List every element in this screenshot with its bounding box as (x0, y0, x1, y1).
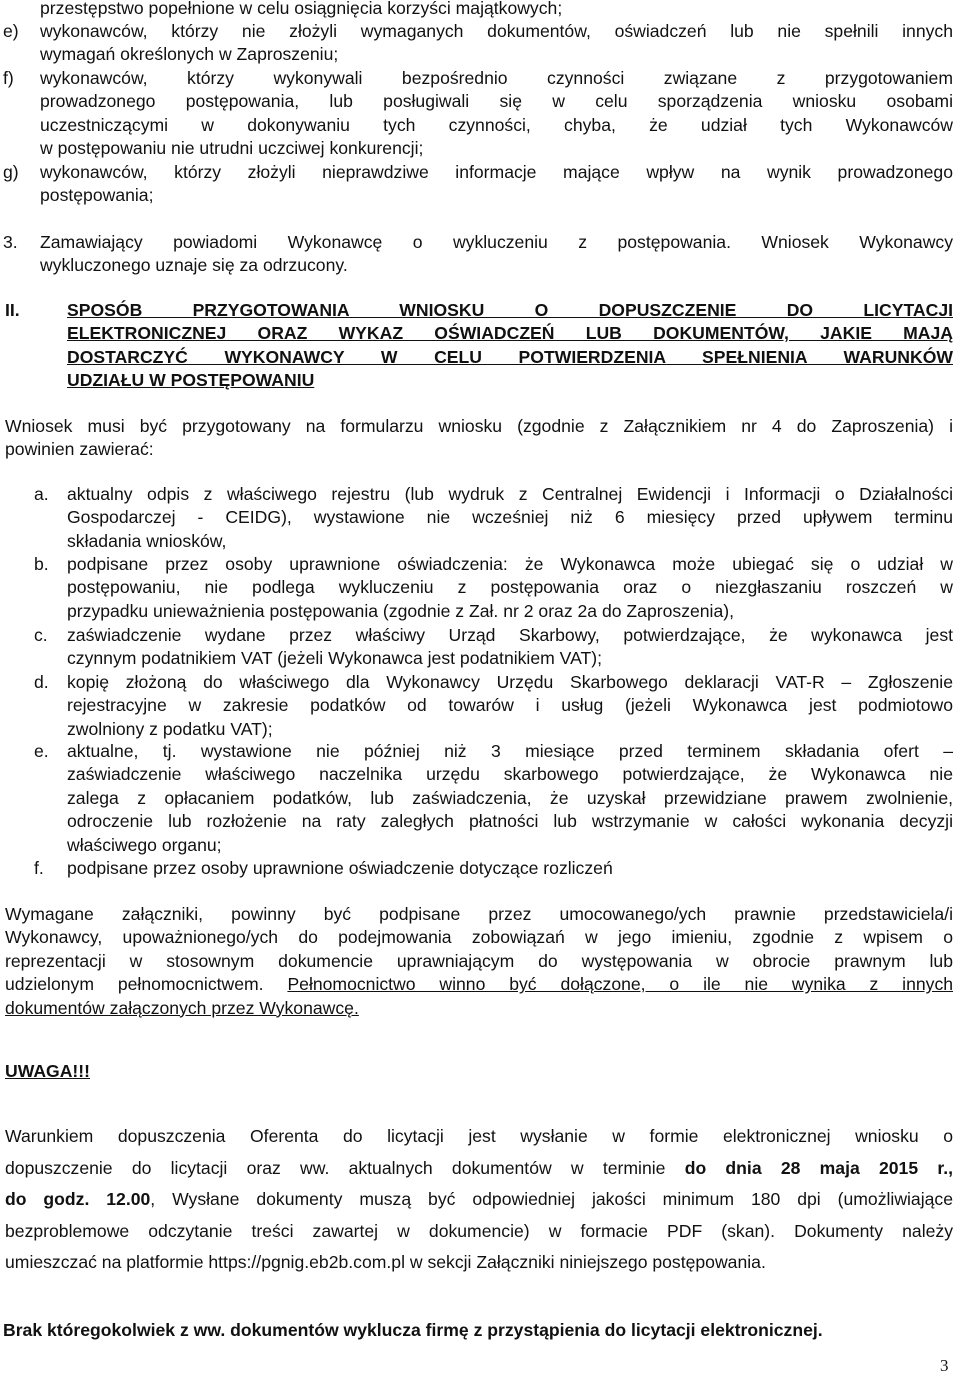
list-line: wymagań określonych w Zaproszeniu; (40, 44, 339, 65)
requirement-line: aktualne, tj. wystawione nie później niż 3 miesiące przed terminem składania ofert – (67, 741, 953, 761)
heading-line: UDZIAŁU W POSTĘPOWANIU (67, 370, 315, 391)
requirement-line: zaświadczenie właściwego naczelnika urzędu skarbowego potwierdzające, że Wykonawca nie (67, 764, 953, 785)
paragraph-text: dopuszczenie do licytacji oraz ww. aktualnych dokumentów w terminie (5, 1157, 666, 1178)
section-2-intro (5, 415, 953, 462)
paragraph-line: bezproblemowe odczytanie treści zawartej w dokumencie) w formacie PDF (skan). Dokumenty należy (5, 1220, 953, 1241)
list-label: f) (3, 68, 14, 88)
requirement-line: Gospodarczej - CEIDG), wystawione nie wcześniej niż 6 miesięcy przed upływem terminu (67, 507, 953, 528)
requirement-line: składania wniosków, (67, 530, 227, 551)
requirement-line: podpisane przez osoby uprawnione oświadczenia: że Wykonawca może ubiegać się o udział w (67, 554, 953, 574)
deadline-time: do godz. 12.00 (5, 1189, 151, 1209)
requirement-label: c. (34, 625, 48, 645)
requirement-line: aktualny odpis z właściwego rejestru (lub wydruk z Centralnej Ewidencji i Informacji o Działalności (67, 484, 953, 504)
requirement-line: postępowaniu, nie podlega wykluczeniu z postępowania oraz o niezgłaszaniu roszczeń w (67, 577, 953, 598)
requirement-line: przypadku unieważnienia postępowania (zgodnie z Zał. nr 2 oraz 2a do Zaproszenia), (67, 600, 734, 621)
list-line: w postępowaniu nie utrudni uczciwej konkurencji; (40, 138, 424, 159)
requirement-label: e. (34, 741, 49, 761)
paragraph-line: Wymagane załączniki, powinny być podpisane przez umocowanego/ych prawnie przedstawiciela/i (5, 904, 953, 924)
requirement-line: podpisane przez osoby uprawnione oświadczenie dotyczące rozliczeń (67, 858, 613, 878)
paragraph-line: umieszczać na platformie https://pgnig.eb2b.com.pl w sekcji Załączniki niniejszego postępowania. (5, 1252, 766, 1272)
heading-line: DOSTARCZYĆ WYKONAWCY W CELU POTWIERDZENIA SPEŁNIENIA WARUNKÓW (67, 346, 953, 367)
point-line: wykluczonego uznaje się za odrzucony. (40, 255, 348, 276)
requirement-label: f. (34, 858, 44, 878)
paragraph-line: Wykonawcy, upoważnionego/ych do podejmowania zobowiązań w jego imieniu, zgodnie z wpisem o (5, 927, 953, 948)
list-line: uczestniczącymi w dokonywaniu tych czynności, chyba, że udział tych Wykonawców (40, 114, 953, 135)
requirement-line: zwolniony z podatku VAT); (67, 718, 273, 739)
power-of-attorney-note: Pełnomocnictwo winno być dołączone, o ile nie wynika z innych (287, 974, 954, 995)
power-of-attorney-note-end: dokumentów załączonych przez Wykonawcę. (5, 997, 359, 1018)
paragraph-line: reprezentacji w stosownym dokumencie uprawniającym do występowania w obrocie prawnym lub (5, 950, 953, 971)
heading-line: ELEKTRONICZNEJ ORAZ WYKAZ OŚWIADCZEŃ LUB DOKUMENTÓW, JAKIE MAJĄ (67, 323, 953, 344)
requirement-line: kopię złożoną do właściwego dla Wykonawcy Urzędu Skarbowego deklaracji VAT-R – Zgłoszenie (67, 672, 953, 692)
requirement-label: a. (34, 484, 49, 504)
point-line: Zamawiający powiadomi Wykonawcę o wykluczeniu z postępowania. Wniosek Wykonawcy (40, 232, 953, 252)
point-label: 3. (3, 232, 18, 252)
requirement-label: d. (34, 672, 49, 692)
attachments-paragraph (5, 903, 953, 1020)
paragraph-line (5, 973, 953, 996)
paragraph-line (5, 1184, 953, 1216)
final-note: Brak któregokolwiek z ww. dokumentów wyklucza firmę z przystąpienia do licytacji elektronicznej. (3, 1320, 823, 1340)
section-number: II. (5, 300, 20, 320)
paragraph-line (5, 1153, 953, 1185)
requirement-line: rejestracyjne w zakresie podatków od towarów i usług (jeżeli Wykonawca jest podmiotowo (67, 695, 953, 716)
list-label: e) (3, 21, 19, 41)
page-number: 3 (940, 1356, 949, 1375)
intro-line: powinien zawierać: (5, 439, 154, 460)
paragraph-text: , Wysłane dokumenty muszą być odpowiedniej jakości minimum 180 dpi (umożliwiające (150, 1189, 953, 1209)
list-item-d-tail: przestępstwo popełnione w celu osiągnięcia korzyści majątkowych; (40, 0, 563, 18)
condition-paragraph (5, 1121, 953, 1279)
paragraph-line: Warunkiem dopuszczenia Oferenta do licytacji jest wysłanie w formie elektronicznej wniosku o (5, 1126, 953, 1146)
requirement-line: zalega z opłacaniem podatków, lub zaświadczenia, że uzyskał przewidziane prawem zwolnienie, (67, 787, 953, 808)
list-line: wykonawców, którzy nie złożyli wymaganych dokumentów, oświadczeń lub nie spełnili innych (40, 21, 953, 41)
intro-line: Wniosek musi być przygotowany na formularzu wniosku (zgodnie z Załącznikiem nr 4 do Zaproszenia) i (5, 416, 953, 436)
paragraph-text: udzielonym pełnomocnictwem. (5, 974, 264, 995)
requirement-line: zaświadczenie wydane przez właściwy Urząd Skarbowy, potwierdzające, że wykonawca jest (67, 625, 953, 645)
deadline-date: do dnia 28 maja 2015 r., (684, 1157, 954, 1178)
list-line: wykonawców, którzy złożyli nieprawdziwe informacje mające wpływ na wynik prowadzonego (40, 162, 953, 182)
warning-heading: UWAGA!!! (5, 1061, 91, 1081)
requirement-line: właściwego organu; (67, 834, 222, 855)
requirement-line: odroczenie lub rozłożenie na raty zaległych płatności lub wstrzymanie w całości wykonania decyzji (67, 811, 953, 832)
requirement-line: czynnym podatnikiem VAT (jeżeli Wykonawca jest podatnikiem VAT); (67, 648, 603, 669)
list-line: wykonawców, którzy wykonywali bezpośrednio czynności związane z przygotowaniem (40, 68, 953, 88)
heading-line: SPOSÓB PRZYGOTOWANIA WNIOSKU O DOPUSZCZENIE DO LICYTACJI (67, 300, 953, 320)
list-line: prowadzonego postępowania, lub posługiwali się w celu sporządzenia wniosku osobami (40, 91, 953, 112)
list-line: postępowania; (40, 185, 154, 206)
list-label: g) (3, 162, 19, 182)
requirement-label: b. (34, 554, 49, 574)
